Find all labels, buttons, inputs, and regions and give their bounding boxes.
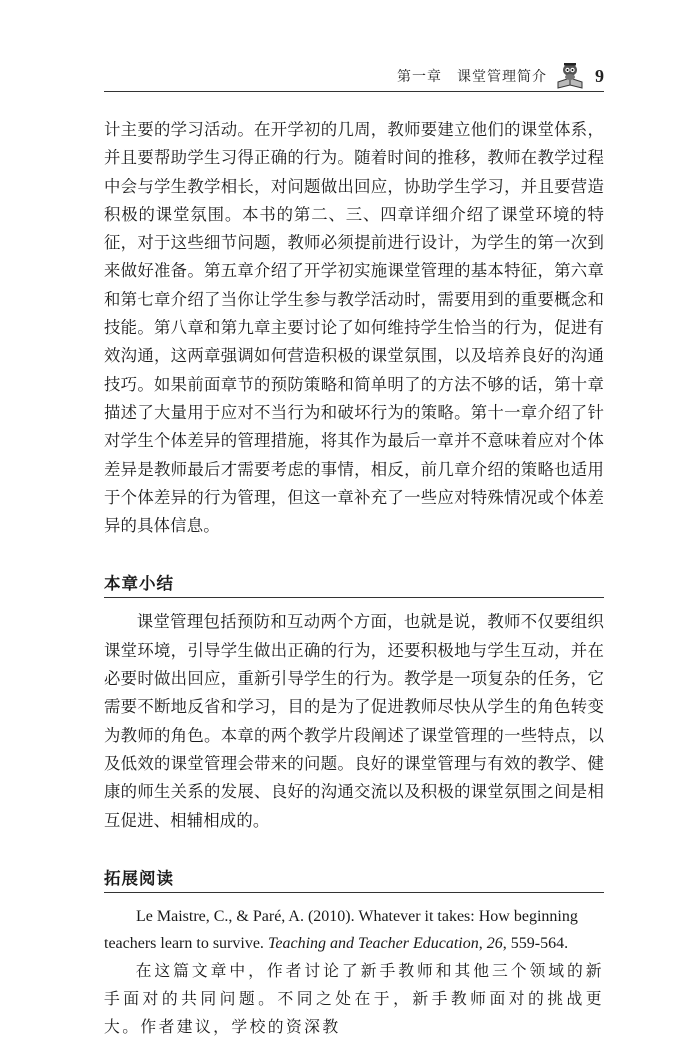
- summary-heading: [104, 570, 604, 598]
- further-reading-heading: [104, 865, 604, 893]
- reference-volume: 26: [486, 934, 503, 952]
- reference-commentary: 在这篇文章中，作者讨论了新手教师和其他三个领域的新手面对的共同问题。不同之处在于，新手教师面对的挑战更大。作者建议，学校的资深教: [104, 960, 604, 1036]
- reference-pages: , 559-564.: [502, 934, 569, 952]
- page-body: [104, 116, 604, 1041]
- further-reading-title: 拓展阅读: [104, 868, 174, 888]
- chapter-label: 第一章 课堂管理简介: [397, 69, 547, 85]
- summary-paragraph: 课堂管理包括预防和互动两个方面，也就是说，教师不仅要组织课堂环境，引导学生做出正确的行为，还要积极地与学生互动，并在必要时做出回应，重新引导学生的行为。教学是一项复杂的任务，它需要不断地反省和学习，目的是为了促进教师尽快从学生的角色转变为教师的角色。本章的两个教学片段阐述了课堂管理的一些特点，以及低效的课堂管理会带来的问题。良好的课堂管理与有效的教学、健康的师生关系的发展、良好的沟通交流以及积极的课堂氛围之间是相互促进、相辅相成的。: [104, 612, 604, 830]
- page-number: 9: [595, 65, 604, 86]
- intro-paragraph: 计主要的学习活动。在开学初的几周，教师要建立他们的课堂体系，并且要帮助学生习得正确的行为。随着时间的推移，教师在教学过程中会与学生教学相长，对问题做出回应，协助学生学习，并且要营造积极的课堂氛围。本书的第二、三、四章详细介绍了课堂环境的特征，对于这些细节问题，教师必须提前进行设计，为学生的第一次到来做好准备。第五章介绍了开学初实施课堂管理的基本特征，第六章和第七章介绍了当你让学生参与教学活动时，需要用到的重要概念和技能。第八章和第九章主要讨论了如何维持学生恰当的行为，促进有效沟通，这两章强调如何营造积极的课堂氛围，以及培养良好的沟通技巧。如果前面章节的预防策略和简单明了的方法不够的话，第十章描述了大量用于应对不当行为和破坏行为的策略。第十一章介绍了针对学生个体差异的管理措施，将其作为最后一章并不意味着应对个体差异是教师最后才需要考虑的事情，相反，前几章介绍的策略也适用于个体差异的行为管理，但这一章补充了一些应对特殊情况或个体差异的具体信息。: [104, 120, 604, 536]
- summary-title: 本章小结: [104, 574, 174, 594]
- reference-entry: [104, 903, 604, 957]
- reference-authors: Le Maistre, C., & Paré, A. (2010). Whatever it takes: How beginning teachers learn to survive.: [104, 907, 578, 952]
- reference-separator: ,: [478, 934, 487, 952]
- header-rule: [104, 91, 604, 92]
- reference-journal: Teaching and Teacher Education: [267, 934, 479, 952]
- reading-owl-icon: [555, 62, 585, 90]
- running-header: [397, 62, 604, 90]
